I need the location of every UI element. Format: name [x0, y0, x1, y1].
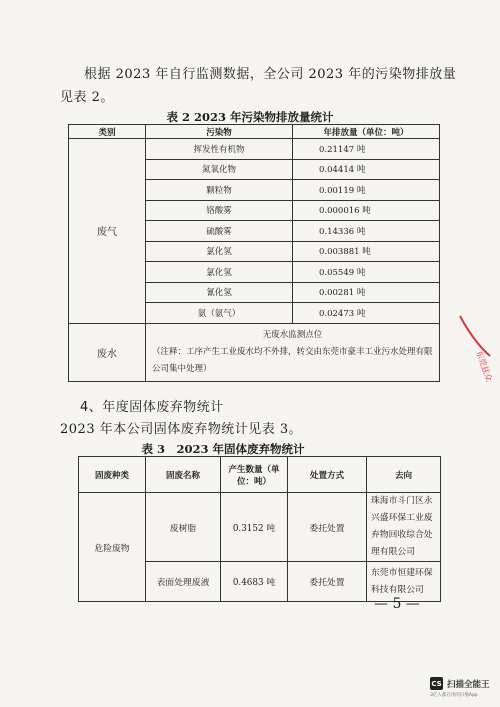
table3-caption: 表 3 2023 年固体废弃物统计: [141, 442, 305, 456]
company-seal-fragment: [454, 312, 494, 402]
waste-name-cell: 表面处理废液: [146, 562, 221, 602]
amount-cell: 0.14336 吨: [293, 221, 440, 242]
table2-caption: 表 2 2023 年污染物排放量统计: [166, 110, 334, 124]
waste-method-cell: 委托处置: [288, 493, 367, 562]
waste-destination-cell: 东莞市恒建环保科技有限公司: [367, 562, 441, 602]
amount-cell: 0.21147 吨: [293, 139, 440, 160]
section4-line: 2023 年本公司固体废弃物统计见表 3。: [60, 422, 303, 437]
pollutant-cell: 氯化氢: [146, 241, 293, 262]
pollutant-cell: 氯化氢: [146, 262, 293, 283]
water-note-cell: [146, 323, 440, 381]
amount-cell: 0.00119 吨: [293, 180, 440, 201]
solid-waste-table: [78, 456, 441, 602]
scanner-tagline: 3亿人都在用的扫描App: [430, 693, 478, 698]
amount-cell: 0.000016 吨: [293, 200, 440, 221]
table3-header-type: 固废种类: [79, 457, 146, 493]
amount-cell: 0.02473 吨: [293, 303, 440, 324]
amount-cell: 0.05549 吨: [293, 262, 440, 283]
table3-category-hazardous: 危险废物: [79, 493, 146, 602]
amount-cell: 0.003881 吨: [293, 241, 440, 262]
pollutant-cell: 氮氧化物: [146, 159, 293, 180]
page-number: — 5 —: [374, 596, 420, 612]
table2-header-pollutant: 污染物: [146, 125, 293, 139]
table3-header-amount: 产生数量（单位：吨）: [221, 457, 288, 493]
table3-header-method: 处置方式: [288, 457, 367, 493]
pollutant-cell: 氨（氨气）: [146, 303, 293, 324]
seal-text: 东莞兹众: [474, 349, 494, 383]
table2-header-amount: 年排放量（单位：吨）: [293, 125, 440, 139]
waste-method-cell: 委托处置: [288, 562, 367, 602]
amount-cell: 0.00281 吨: [293, 282, 440, 303]
water-annotation-text: （注释：工序产生工业废水均不外排，转交由东莞市豪丰工业污水处理有限公司集中处理）: [152, 346, 433, 374]
table2-category-water: 废水: [69, 323, 146, 381]
scanner-watermark: [430, 677, 490, 698]
pollutant-cell: 硫酸雾: [146, 221, 293, 242]
section4-heading: 4、年度固体废弃物统计: [80, 400, 224, 415]
camscanner-logo-icon: CS: [430, 677, 443, 690]
water-no-monitoring-text: 无废水监测点位: [262, 329, 323, 340]
pollutant-cell: 挥发性有机物: [146, 139, 293, 160]
table2-category-gas: 废气: [69, 139, 146, 324]
waste-destination-cell: 珠海市斗门区永兴盛环保工业废弃物回收综合处理有限公司: [367, 493, 441, 562]
table2-header-category: 类别: [69, 125, 146, 139]
waste-amount-cell: 0.3152 吨: [221, 493, 288, 562]
intro-line-2: 见表 2。: [60, 90, 114, 105]
waste-name-cell: 废树脂: [146, 493, 221, 562]
pollutant-emission-table: [68, 124, 440, 382]
waste-amount-cell: 0.4683 吨: [221, 562, 288, 602]
intro-line-1: 根据 2023 年自行监测数据，全公司 2023 年的污染物排放量: [84, 67, 457, 82]
pollutant-cell: 铬酸雾: [146, 200, 293, 221]
pollutant-cell: 氰化氢: [146, 282, 293, 303]
table3-header-name: 固废名称: [146, 457, 221, 493]
pollutant-cell: 颗粒物: [146, 180, 293, 201]
scanner-app-name: 扫描全能王: [447, 679, 490, 690]
amount-cell: 0.04414 吨: [293, 159, 440, 180]
table3-header-destination: 去向: [367, 457, 441, 493]
